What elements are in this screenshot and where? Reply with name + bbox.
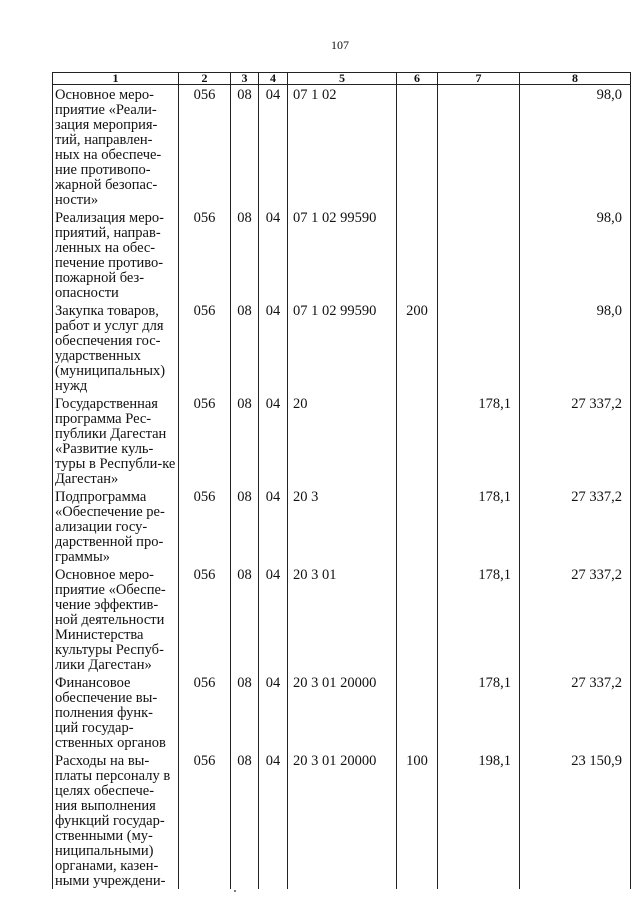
cell-section: 08	[231, 301, 259, 394]
cell-target-article: 20 3 01 20000	[288, 673, 397, 751]
cell-expense-type	[397, 394, 438, 487]
cell-col7	[438, 301, 520, 394]
cell-col7: 178,1	[438, 565, 520, 673]
cell-amount: 23 150,9	[520, 751, 631, 889]
cell-subsection: 04	[259, 208, 288, 301]
row-name: Реализация меро-приятий, направ-ленных на обес-печение противо-пожарной без-опасности	[53, 208, 179, 301]
cell-expense-type	[397, 487, 438, 565]
row-name: Расходы на вы-платы персоналу в целях обеспече-ния выполнения функций государ-ственными (му-ниципальными) органами, казен-ными учреждени-	[53, 751, 179, 889]
cell-target-article: 20 3	[288, 487, 397, 565]
cell-target-article: 07 1 02 99590	[288, 301, 397, 394]
table-row	[53, 85, 631, 209]
cell-ministry-code: 056	[179, 208, 231, 301]
budget-table	[52, 72, 631, 889]
cell-col7	[438, 208, 520, 301]
cell-col7: 178,1	[438, 487, 520, 565]
cell-subsection: 04	[259, 487, 288, 565]
cell-expense-type	[397, 85, 438, 209]
page-number: 107	[331, 38, 349, 52]
column-header: 6	[397, 73, 438, 85]
table-row	[53, 208, 631, 301]
table-header-row	[53, 73, 631, 85]
cell-subsection: 04	[259, 394, 288, 487]
cell-section: 08	[231, 673, 259, 751]
cell-expense-type	[397, 673, 438, 751]
cell-col7: 198,1	[438, 751, 520, 889]
column-header: 5	[288, 73, 397, 85]
cell-expense-type: 100	[397, 751, 438, 889]
table-row	[53, 673, 631, 751]
column-header: 4	[259, 73, 288, 85]
scan-speck	[234, 890, 236, 892]
cell-target-article: 20 3 01	[288, 565, 397, 673]
cell-amount: 98,0	[520, 85, 631, 209]
cell-section: 08	[231, 487, 259, 565]
cell-amount: 27 337,2	[520, 673, 631, 751]
cell-subsection: 04	[259, 751, 288, 889]
cell-section: 08	[231, 751, 259, 889]
cell-amount: 27 337,2	[520, 394, 631, 487]
table-row	[53, 301, 631, 394]
cell-ministry-code: 056	[179, 301, 231, 394]
cell-ministry-code: 056	[179, 85, 231, 209]
column-header: 7	[438, 73, 520, 85]
column-header: 3	[231, 73, 259, 85]
column-header: 8	[520, 73, 631, 85]
cell-amount: 98,0	[520, 301, 631, 394]
column-header: 2	[179, 73, 231, 85]
cell-target-article: 07 1 02	[288, 85, 397, 209]
cell-target-article: 20 3 01 20000	[288, 751, 397, 889]
cell-subsection: 04	[259, 301, 288, 394]
cell-ministry-code: 056	[179, 751, 231, 889]
cell-target-article: 20	[288, 394, 397, 487]
cell-expense-type: 200	[397, 301, 438, 394]
cell-expense-type	[397, 565, 438, 673]
cell-section: 08	[231, 565, 259, 673]
cell-subsection: 04	[259, 85, 288, 209]
cell-target-article: 07 1 02 99590	[288, 208, 397, 301]
row-name: Закупка товаров, работ и услуг для обеспечения гос-ударственных (муниципальных) нужд	[53, 301, 179, 394]
cell-ministry-code: 056	[179, 565, 231, 673]
cell-subsection: 04	[259, 565, 288, 673]
table-row	[53, 487, 631, 565]
cell-amount: 98,0	[520, 208, 631, 301]
cell-expense-type	[397, 208, 438, 301]
cell-ministry-code: 056	[179, 673, 231, 751]
table-row	[53, 394, 631, 487]
table-row	[53, 565, 631, 673]
cell-amount: 27 337,2	[520, 487, 631, 565]
cell-ministry-code: 056	[179, 394, 231, 487]
row-name: Государственная программа Рес-публики Дагестан «Развитие куль-туры в Республи-ке Дагестан»	[53, 394, 179, 487]
cell-ministry-code: 056	[179, 487, 231, 565]
row-name: Основное меро-приятие «Обеспе-чение эффектив-ной деятельности Министерства культуры Респуб-лики Дагестан»	[53, 565, 179, 673]
cell-subsection: 04	[259, 673, 288, 751]
cell-amount: 27 337,2	[520, 565, 631, 673]
table-row	[53, 751, 631, 889]
cell-section: 08	[231, 208, 259, 301]
cell-col7: 178,1	[438, 673, 520, 751]
row-name: Основное меро-приятие «Реали-зация мероприя-тий, направлен-ных на обеспече-ние противопо-жарной безопас-ности»	[53, 85, 179, 209]
cell-section: 08	[231, 85, 259, 209]
cell-col7	[438, 85, 520, 209]
column-header: 1	[53, 73, 179, 85]
row-name: Финансовое обеспечение вы-полнения функ-ций государ-ственных органов	[53, 673, 179, 751]
cell-section: 08	[231, 394, 259, 487]
cell-col7: 178,1	[438, 394, 520, 487]
row-name: Подпрограмма «Обеспечение ре-ализации госу-дарственной про-граммы»	[53, 487, 179, 565]
